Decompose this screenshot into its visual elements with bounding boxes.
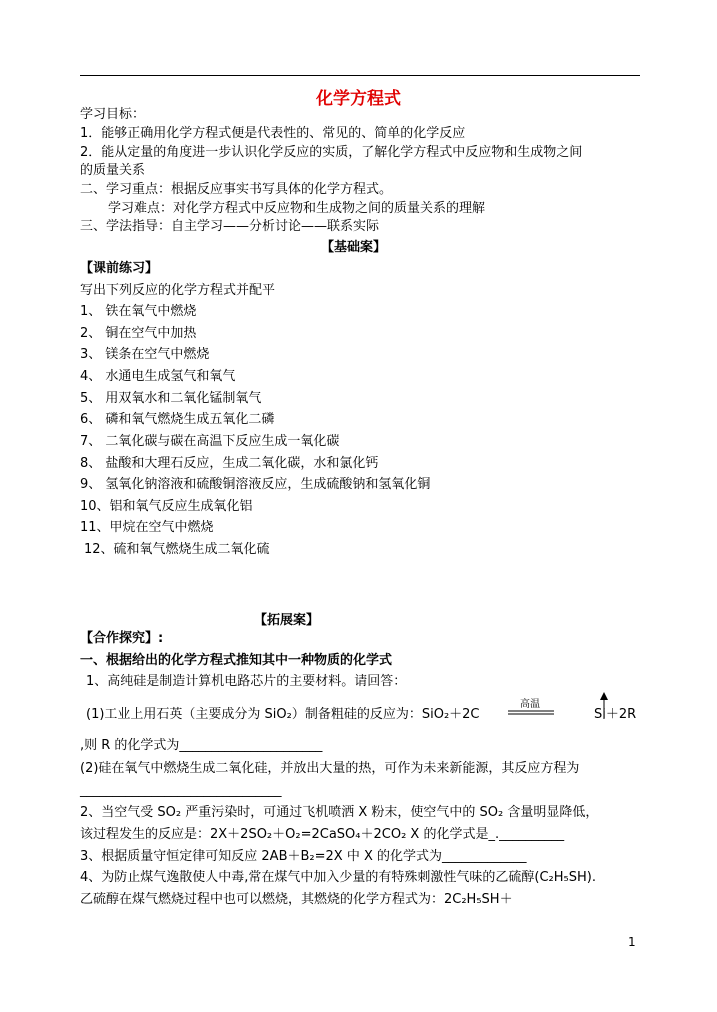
exercise-item: 5、 用双氧水和二氧化锰制氧气 [80, 391, 262, 406]
question-3: 3、根据质量守恒定律可知反应 2AB＋B₂=2X 中 X 的化学式为_____________ [80, 849, 527, 864]
exercise-item: 10、铝和氧气反应生成氧化铝 [80, 499, 253, 514]
exercise-item: 9、 氢氧化钠溶液和硫酸铜溶液反应，生成硫酸钠和氢氧化铜 [80, 477, 431, 492]
exercise-item: 6、 磷和氧气燃烧生成五氧化二磷 [80, 412, 275, 427]
question-4-line2: 乙硫醇在煤气燃烧过程中也可以燃烧，其燃烧的化学方程式为：2C₂H₅SH＋ [80, 892, 513, 907]
exercise-item: 11、甲烷在空气中燃烧 [80, 520, 214, 535]
question-1-2-blank: _______________________________ [80, 783, 282, 798]
question-1-intro: 1、高纯硅是制造计算机电路芯片的主要材料。请回答： [86, 674, 407, 689]
exercise-item: 3、 镁条在空气中燃烧 [80, 347, 210, 362]
key-point: 二、学习重点：根据反应事实书写具体的化学方程式。 [80, 182, 393, 197]
reaction-arrow-icon [506, 703, 556, 723]
exercise-item: 1、 铁在氧气中燃烧 [80, 304, 197, 319]
method: 三、学法指导：自主学习——分析讨论——联系实际 [80, 219, 380, 234]
exercise-intro: 写出下列反应的化学方程式并配平 [80, 283, 276, 298]
question-2-line2: 该过程发生的反应是：2X＋2SO₂＋O₂=2CaSO₄＋2CO₂ X 的化学式是_.__________ [80, 827, 565, 842]
page-title: 化学方程式 [316, 89, 401, 109]
exercise-item: 12、硫和氧气燃烧生成二氧化硫 [84, 542, 270, 557]
preclass-label: 【课前练习】 [80, 261, 159, 276]
question-1-1-answer: ,则 R 的化学式为______________________ [80, 738, 323, 753]
objective-2a: 2．能从定量的角度进一步认识化学反应的实质，了解化学方程式中反应物和生成物之间 [80, 145, 583, 160]
objective-2b: 的质量关系 [80, 163, 146, 178]
objective-1: 1．能够正确用化学方程式便是代表性的、常见的、简单的化学反应 [80, 126, 466, 141]
question-1-2-text: (2)硅在氧气中燃烧生成二氧化硅，并放出大量的热，可作为未来新能源，其反应方程为 [80, 761, 580, 776]
reaction-products: Si＋2R [594, 707, 637, 722]
exercise-item: 4、 水通电生成氢气和氧气 [80, 369, 236, 384]
objectives-label: 学习目标： [80, 107, 146, 122]
question-4-line1: 4、为防止煤气逸散使人中毒,常在煤气中加入少量的有特殊刺激性气味的乙硫醇(C₂H₅SH). [80, 870, 596, 885]
basic-section-heading: 【基础案】 [321, 240, 387, 255]
extension-section-heading: 【拓展案】 [254, 613, 320, 628]
question-1-1-text: (1)工业上用石英（主要成分为 SiO₂）制备粗硅的反应为：SiO₂＋2C [86, 707, 480, 722]
exercise-item: 2、 铜在空气中加热 [80, 326, 197, 341]
question-2-line1: 2、当空气受 SO₂ 严重污染时，可通过飞机喷洒 X 粉末，使空气中的 SO₂ 含量明显降低， [80, 805, 599, 820]
cooperation-label: 【合作探究】: [80, 631, 164, 646]
part1-heading: 一、根据给出的化学方程式推知其中一种物质的化学式 [80, 653, 393, 668]
exercise-item: 7、 二氧化碳与碳在高温下反应生成一氧化碳 [80, 434, 340, 449]
header-rule [80, 75, 640, 76]
difficulty: 学习难点：对化学方程式中反应物和生成物之间的质量关系的理解 [108, 201, 486, 216]
exercise-item: 8、 盐酸和大理石反应，生成二氧化碳，水和氯化钙 [80, 456, 379, 471]
reaction-condition: 高温 [520, 699, 540, 710]
page-number: 1 [628, 935, 636, 949]
